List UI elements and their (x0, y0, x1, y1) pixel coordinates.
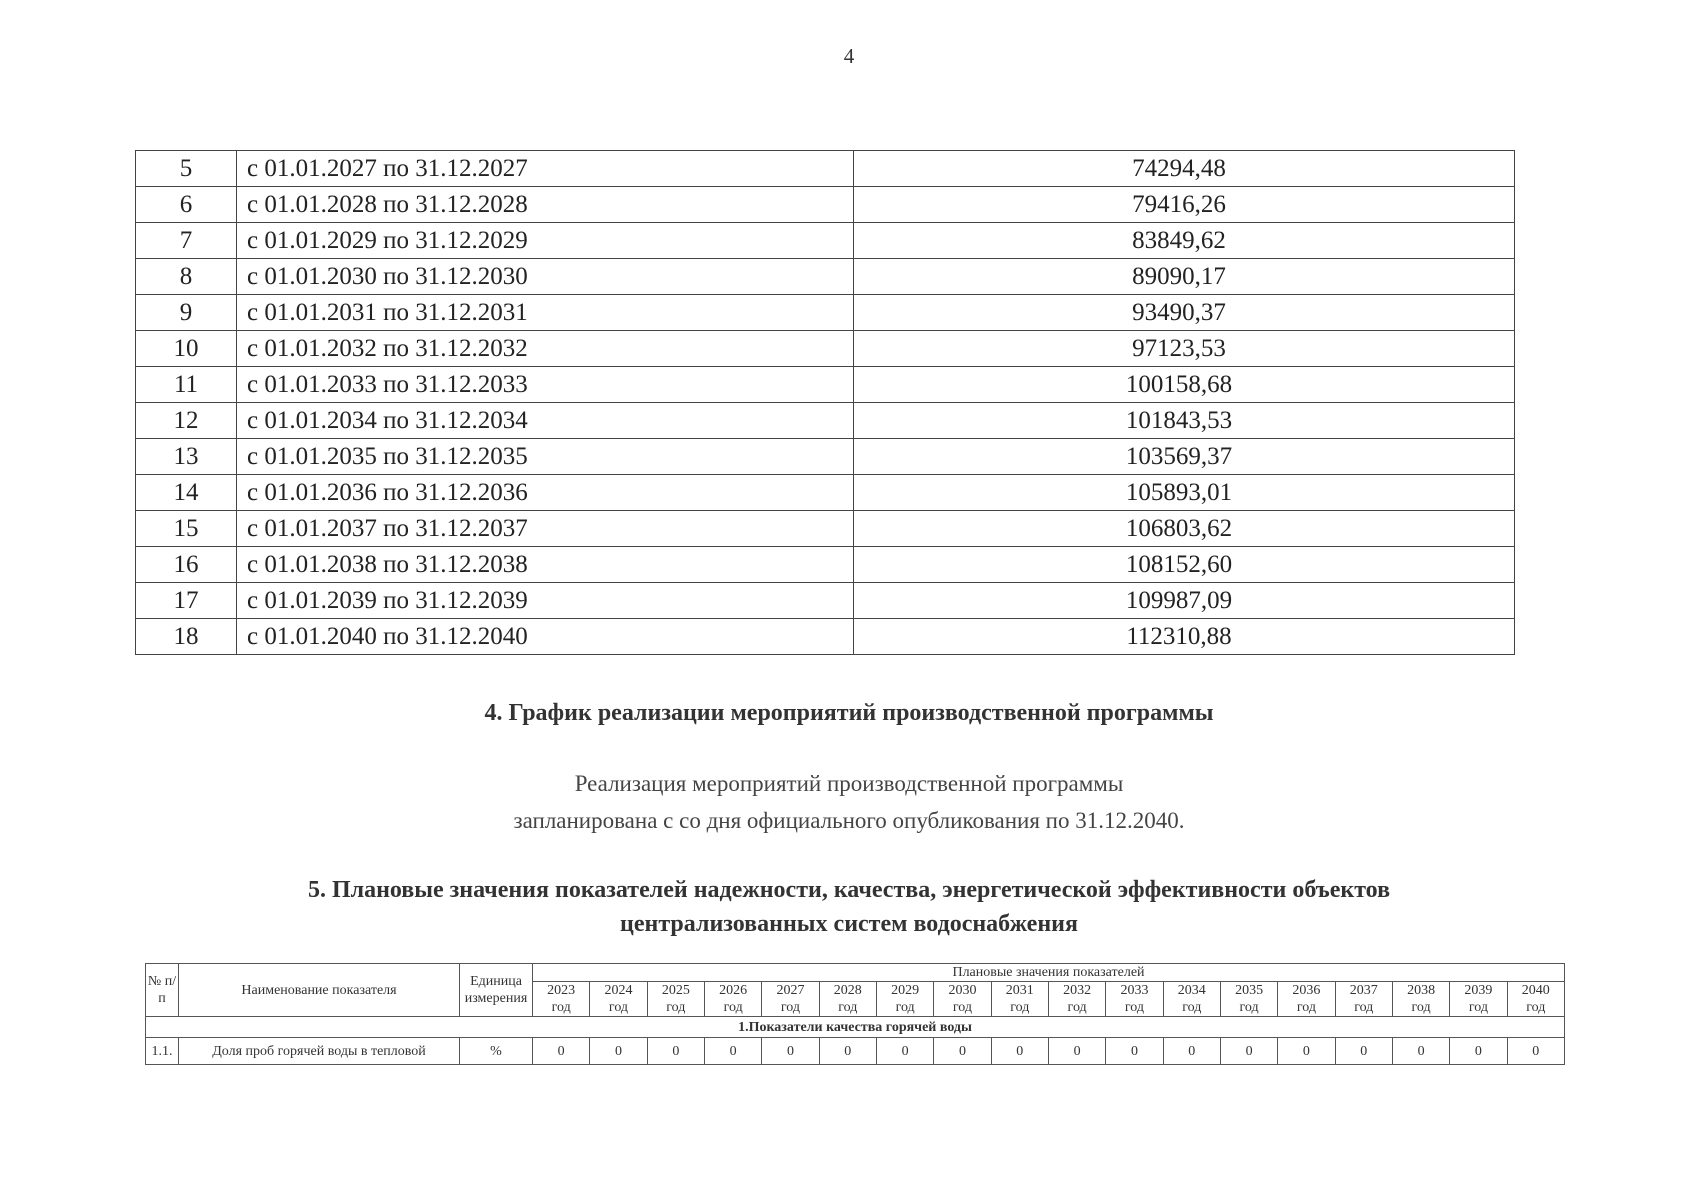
payment-row (136, 619, 1515, 655)
indicator-value: 0 (1048, 1038, 1105, 1065)
header-year-word: год (1124, 1000, 1144, 1015)
header-year-number: 2030 (948, 983, 977, 998)
header-year (934, 982, 991, 1017)
row-number: 17 (136, 583, 237, 619)
header-year (1335, 982, 1392, 1017)
header-year-number: 2031 (1005, 983, 1034, 998)
section-4-text (0, 765, 1698, 839)
header-year-number: 2037 (1349, 983, 1378, 998)
row-number: 5 (136, 151, 237, 187)
header-year-word: год (666, 1000, 686, 1015)
payment-row (136, 367, 1515, 403)
header-year (819, 982, 876, 1017)
row-period: с 01.01.2031 по 31.12.2031 (237, 295, 854, 331)
row-amount: 108152,60 (854, 547, 1515, 583)
indicator-value: 0 (1106, 1038, 1163, 1065)
row-number: 14 (136, 475, 237, 511)
header-year (647, 982, 704, 1017)
indicator-value: 0 (1220, 1038, 1277, 1065)
indicator-value: 0 (704, 1038, 761, 1065)
header-year-number: 2035 (1235, 983, 1264, 998)
header-unit: Единица измерения (460, 964, 533, 1017)
indicator-num: 1.1. (146, 1038, 179, 1065)
section-4-text-line-1: Реализация мероприятий производственной программы (574, 771, 1124, 796)
row-amount: 105893,01 (854, 475, 1515, 511)
row-number: 16 (136, 547, 237, 583)
row-period: с 01.01.2040 по 31.12.2040 (237, 619, 854, 655)
row-amount: 109987,09 (854, 583, 1515, 619)
payment-row (136, 151, 1515, 187)
row-amount: 74294,48 (854, 151, 1515, 187)
row-period: с 01.01.2028 по 31.12.2028 (237, 187, 854, 223)
header-year (1163, 982, 1220, 1017)
payment-row (136, 511, 1515, 547)
row-number: 12 (136, 403, 237, 439)
indicator-value: 0 (1278, 1038, 1335, 1065)
row-amount: 101843,53 (854, 403, 1515, 439)
row-period: с 01.01.2034 по 31.12.2034 (237, 403, 854, 439)
payment-row (136, 331, 1515, 367)
header-year (1278, 982, 1335, 1017)
header-year (876, 982, 933, 1017)
header-name: Наименование показателя (179, 964, 460, 1017)
row-number: 13 (136, 439, 237, 475)
header-year (704, 982, 761, 1017)
row-amount: 112310,88 (854, 619, 1515, 655)
header-year-word: год (1526, 1000, 1546, 1015)
payment-row (136, 439, 1515, 475)
row-period: с 01.01.2035 по 31.12.2035 (237, 439, 854, 475)
header-year-word: год (1296, 1000, 1316, 1015)
header-year-word: год (895, 1000, 915, 1015)
row-number: 11 (136, 367, 237, 403)
indicator-value: 0 (819, 1038, 876, 1065)
indicator-value: 0 (647, 1038, 704, 1065)
header-year-word: год (1067, 1000, 1087, 1015)
row-number: 9 (136, 295, 237, 331)
row-period: с 01.01.2039 по 31.12.2039 (237, 583, 854, 619)
header-year-word: год (1468, 1000, 1488, 1015)
page-number: 4 (843, 44, 855, 68)
header-year-number: 2029 (891, 983, 920, 998)
header-year-number: 2040 (1521, 983, 1550, 998)
row-amount: 97123,53 (854, 331, 1515, 367)
header-year-number: 2024 (604, 983, 633, 998)
row-amount: 106803,62 (854, 511, 1515, 547)
header-year-number: 2039 (1464, 983, 1493, 998)
row-number: 8 (136, 259, 237, 295)
indicator-value: 0 (1507, 1038, 1564, 1065)
row-number: 15 (136, 511, 237, 547)
header-year-number: 2034 (1177, 983, 1206, 998)
indicator-value: 0 (876, 1038, 933, 1065)
header-year-number: 2025 (661, 983, 690, 998)
indicator-value: 0 (934, 1038, 991, 1065)
indicator-value: 0 (1450, 1038, 1507, 1065)
payment-row (136, 403, 1515, 439)
row-amount: 83849,62 (854, 223, 1515, 259)
payment-row (136, 583, 1515, 619)
row-amount: 89090,17 (854, 259, 1515, 295)
header-year-number: 2032 (1063, 983, 1092, 998)
indicator-row (146, 1038, 1565, 1065)
group-title: 1.Показатели качества горячей воды (146, 1017, 1565, 1038)
payment-row (136, 223, 1515, 259)
header-year (1450, 982, 1507, 1017)
header-year (533, 982, 590, 1017)
indicator-value: 0 (1392, 1038, 1449, 1065)
payment-row (136, 187, 1515, 223)
header-year-number: 2028 (833, 983, 862, 998)
header-year-word: год (1239, 1000, 1259, 1015)
indicators-table (145, 963, 1565, 1065)
row-period: с 01.01.2037 по 31.12.2037 (237, 511, 854, 547)
indicator-value: 0 (533, 1038, 590, 1065)
section-5-title-line-2: централизованных систем водоснабжения (620, 911, 1078, 937)
payments-table (135, 150, 1515, 655)
section-4-text-line-2: запланирована с со дня официального опубликования по 31.12.2040. (513, 808, 1185, 833)
section-5-title-line-1: 5. Плановые значения показателей надежности, качества, энергетической эффективности объектов (307, 877, 1391, 903)
payment-row (136, 475, 1515, 511)
header-year-word: год (1010, 1000, 1030, 1015)
indicator-value: 0 (1163, 1038, 1220, 1065)
header-year-word: год (838, 1000, 858, 1015)
header-year-number: 2036 (1292, 983, 1321, 998)
indicator-value: 0 (762, 1038, 819, 1065)
header-year-number: 2038 (1407, 983, 1436, 998)
payment-row (136, 547, 1515, 583)
header-year (1507, 982, 1564, 1017)
header-year-number: 2023 (547, 983, 576, 998)
header-year (1220, 982, 1277, 1017)
row-amount: 100158,68 (854, 367, 1515, 403)
payment-row (136, 295, 1515, 331)
section-5-title (0, 873, 1698, 941)
header-year (1106, 982, 1163, 1017)
payment-row (136, 259, 1515, 295)
row-period: с 01.01.2033 по 31.12.2033 (237, 367, 854, 403)
indicator-value: 0 (1335, 1038, 1392, 1065)
header-year-word: год (1182, 1000, 1202, 1015)
row-number: 18 (136, 619, 237, 655)
header-year-word: год (952, 1000, 973, 1015)
header-year (762, 982, 819, 1017)
header-year-word: год (1354, 1000, 1374, 1015)
row-amount: 103569,37 (854, 439, 1515, 475)
row-amount: 79416,26 (854, 187, 1515, 223)
indicator-value: 0 (991, 1038, 1048, 1065)
header-planned-values: Плановые значения показателей (533, 964, 1565, 982)
section-4-title: 4. График реализации мероприятий производственной программы (484, 700, 1214, 726)
row-amount: 93490,37 (854, 295, 1515, 331)
row-period: с 01.01.2032 по 31.12.2032 (237, 331, 854, 367)
header-year-number: 2027 (776, 983, 805, 998)
header-year (1048, 982, 1105, 1017)
row-period: с 01.01.2030 по 31.12.2030 (237, 259, 854, 295)
header-num: № п/п (146, 964, 179, 1017)
header-year-word: год (1411, 1000, 1431, 1015)
header-year-number: 2026 (719, 983, 748, 998)
header-year-word: год (551, 1000, 571, 1015)
header-year-word: год (608, 1000, 629, 1015)
header-year (1392, 982, 1449, 1017)
row-number: 6 (136, 187, 237, 223)
header-year (991, 982, 1048, 1017)
row-number: 7 (136, 223, 237, 259)
row-period: с 01.01.2036 по 31.12.2036 (237, 475, 854, 511)
indicator-name: Доля проб горячей воды в тепловой (179, 1038, 460, 1065)
header-year-word: год (780, 1000, 801, 1015)
header-year (590, 982, 647, 1017)
row-number: 10 (136, 331, 237, 367)
header-year-word: год (723, 1000, 743, 1015)
row-period: с 01.01.2038 по 31.12.2038 (237, 547, 854, 583)
row-period: с 01.01.2027 по 31.12.2027 (237, 151, 854, 187)
indicator-value: 0 (590, 1038, 647, 1065)
row-period: с 01.01.2029 по 31.12.2029 (237, 223, 854, 259)
indicator-unit: % (460, 1038, 533, 1065)
header-year-number: 2033 (1120, 983, 1149, 998)
